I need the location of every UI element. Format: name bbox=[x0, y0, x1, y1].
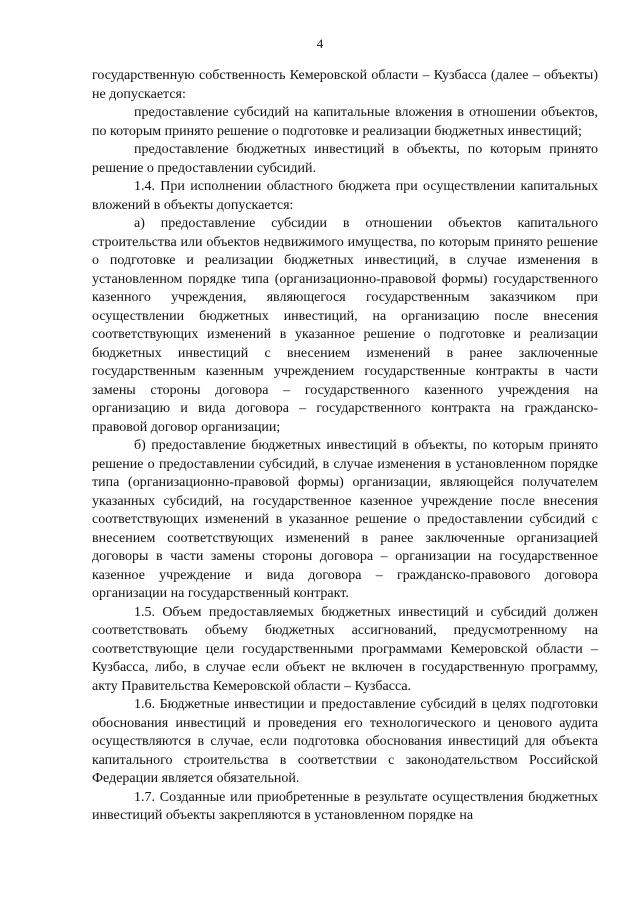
page-number: 4 bbox=[316, 36, 324, 51]
paragraph-investments-not-allowed: предоставление бюджетных инвестиций в объекты, по которым принято решение о предоставлении субсидий. bbox=[92, 142, 598, 176]
paragraph-continuation: государственную собственность Кемеровской области – Кузбасса (далее – объекты) не допускается: bbox=[92, 68, 598, 102]
paragraph-clause-1-4-a: а) предоставление субсидии в отношении объектов капитального строительства или объектов недвижимого имущества, по которым принято решение о подготовке и реализации бюджетных инвестиций, в случае изменения в установленном порядке типа (организационно-правовой формы) государственного казенного учреждения, являющегося государственным заказчиком при осуществлении бюджетных инвестиций, на организацию после внесения соответствующих изменений в указанное решение о подготовке и реализации бюджетных инвестиций с внесением изменений в ранее заключенные государственным казенным учреждением государственные контракты в части замены стороны договора – государственного казенного учреждения на организацию и вида договора – государственного контракта на гражданско-правовой договор организации; bbox=[92, 216, 598, 435]
document-body bbox=[92, 67, 598, 826]
paragraph-clause-1-7: 1.7. Созданные или приобретенные в результате осуществления бюджетных инвестиций объекты закрепляются в установленном порядке на bbox=[92, 789, 598, 823]
paragraph-clause-1-4: 1.4. При исполнении областного бюджета при осуществлении капитальных вложений в объекты допускается: bbox=[92, 179, 598, 213]
paragraph-clause-1-4-b: б) предоставление бюджетных инвестиций в объекты, по которым принято решение о предоставлении субсидий, в случае изменения в установленном порядке типа (организационно-правовой формы) организации, являющейся получателем указанных субсидий, на государственное казенное учреждение после внесения соответствующих изменений в указанное решение о предоставлении субсидий с внесением соответствующих изменений в ранее заключенные организацией договоры в части замены стороны договора – организации на государственное казенное учреждение и вида договора – гражданско-правового договора организации на государственный контракт. bbox=[92, 438, 598, 601]
paragraph-clause-1-6: 1.6. Бюджетные инвестиции и предоставление субсидий в целях подготовки обоснования инвестиций и проведения его технологического и ценового аудита осуществляются в случае, если подготовка обоснования инвестиций для объекта капитального строительства в соответствии с законодательством Российской Федерации является обязательной. bbox=[92, 697, 598, 786]
paragraph-subsidies-not-allowed: предоставление субсидий на капитальные вложения в отношении объектов, по которым принято решение о подготовке и реализации бюджетных инвестиций; bbox=[92, 105, 598, 139]
paragraph-clause-1-5: 1.5. Объем предоставляемых бюджетных инвестиций и субсидий должен соответствовать объему бюджетных ассигнований, предусмотренному на соответствующие цели государственными программами Кемеровской области – Кузбасса, либо, в случае если объект не включен в государственную программу, акту Правительства Кемеровской области – Кузбасса. bbox=[92, 604, 598, 694]
